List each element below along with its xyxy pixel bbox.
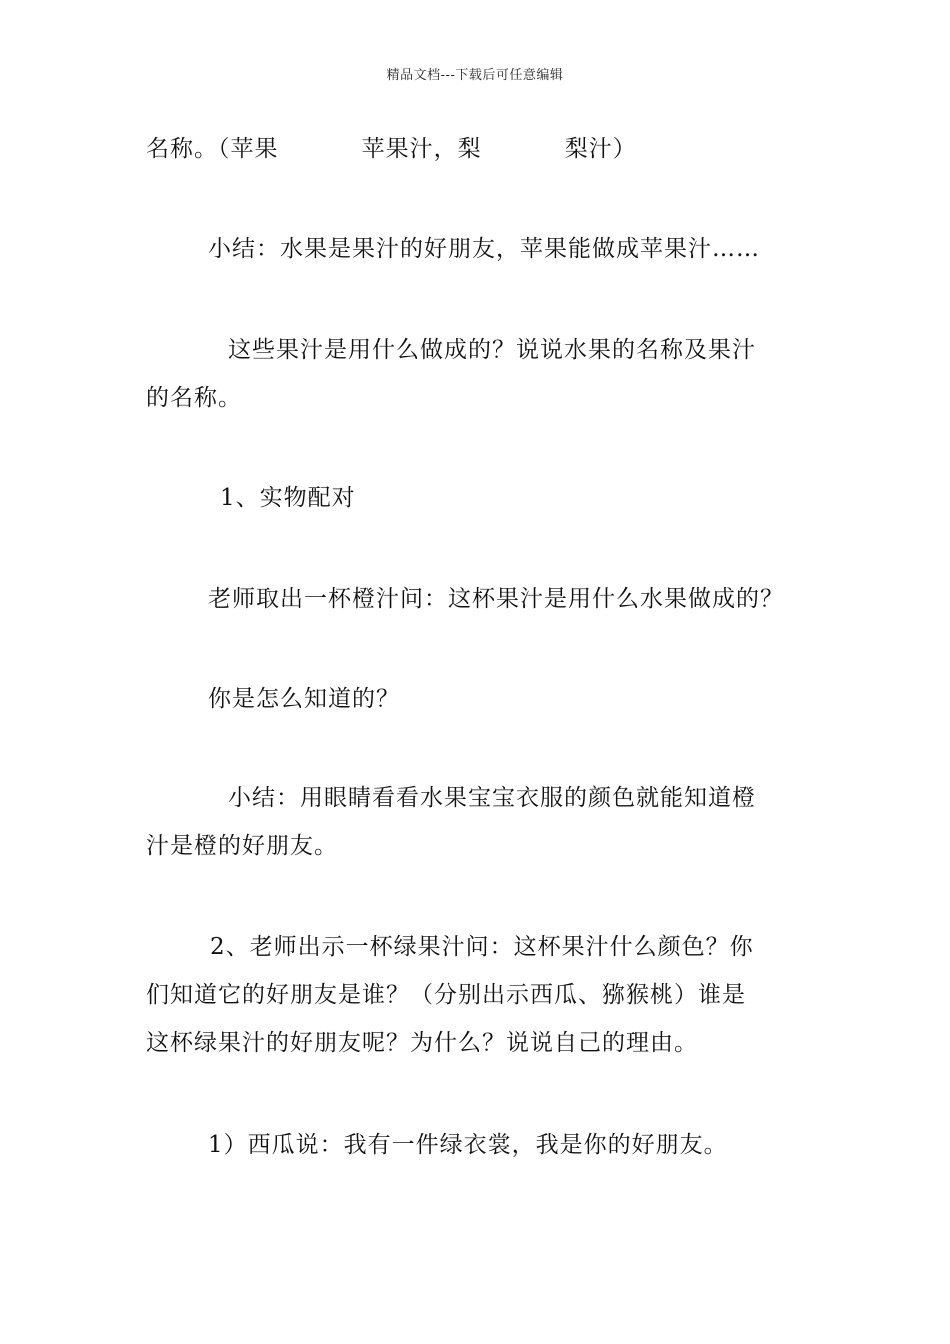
paragraph-question-line-1: 这些果汁是用什么做成的？说说水果的名称及果汁 [228,337,756,363]
paragraph-summary-1: 小结：水果是果汁的好朋友，苹果能做成苹果汁…… [208,236,760,262]
paragraph-green-juice-line-1: 2、老师出示一杯绿果汁问：这杯果汁什么颜色？你 [210,934,754,960]
paragraph-question-line-2: 的名称。 [146,385,242,411]
paragraph-watermelon: 1）西瓜说：我有一件绿衣裳，我是你的好朋友。 [208,1132,728,1158]
section-heading-matching: 1、实物配对 [220,485,356,511]
page-header: 精品文档---下载后可任意编辑 [386,68,564,83]
paragraph-how-know: 你是怎么知道的？ [208,686,400,712]
paragraph-fruit-names: 名称。（苹果 苹果汁，梨 梨汁） [146,136,637,162]
paragraph-green-juice-line-2: 们知道它的好朋友是谁？（分别出示西瓜、猕猴桃）谁是 [146,982,746,1008]
paragraph-orange-juice: 老师取出一杯橙汁问：这杯果汁是用什么水果做成的？ [208,586,784,612]
paragraph-summary-2-line-2: 汁是橙的好朋友。 [146,833,338,859]
paragraph-green-juice-line-3: 这杯绿果汁的好朋友呢？为什么？说说自己的理由。 [146,1030,698,1056]
paragraph-summary-2-line-1: 小结：用眼睛看看水果宝宝衣服的颜色就能知道橙 [228,785,756,811]
